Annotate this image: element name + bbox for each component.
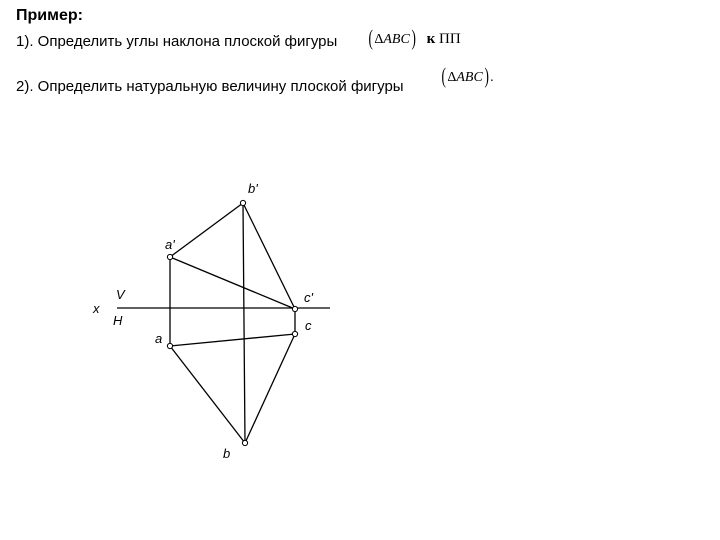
label-axis-x: x bbox=[93, 301, 100, 316]
label-plane-h: H bbox=[113, 313, 123, 328]
edge-a1-c1 bbox=[170, 257, 295, 309]
preposition-text: к bbox=[426, 31, 436, 47]
label-a-prime: a' bbox=[165, 237, 175, 252]
point-b bbox=[242, 440, 247, 445]
edge-c-b bbox=[245, 334, 295, 443]
label-c-prime: c' bbox=[304, 290, 313, 305]
edge-a1-b1 bbox=[170, 203, 243, 257]
point-c bbox=[292, 331, 297, 336]
abc-text: ABC bbox=[456, 70, 483, 85]
label-plane-v: V bbox=[116, 287, 125, 302]
point-a-prime bbox=[167, 254, 172, 259]
formula-triangle-abc-to-planes: (ΔABC) к ПП bbox=[368, 25, 461, 50]
label-a: a bbox=[155, 331, 163, 346]
label-b: b bbox=[223, 446, 231, 461]
point-c-prime bbox=[292, 306, 297, 311]
point-a bbox=[167, 343, 172, 348]
task-1-text: 1). Определить углы наклона плоской фигуры bbox=[16, 33, 338, 50]
abc-text: ABC bbox=[383, 32, 410, 47]
edge-a-c bbox=[170, 334, 295, 346]
edge-a-b bbox=[170, 346, 245, 443]
label-b-prime: b' bbox=[248, 181, 258, 196]
link-line-b bbox=[243, 203, 245, 443]
planes-text: ПП bbox=[439, 31, 461, 47]
delta-symbol: Δ bbox=[447, 70, 457, 85]
formula-triangle-abc: (ΔABC). bbox=[441, 63, 494, 88]
edge-b1-c1 bbox=[243, 203, 295, 309]
point-b-prime bbox=[240, 200, 245, 205]
slide-heading: Пример: bbox=[16, 7, 83, 24]
task-2-text: 2). Определить натуральную величину плоской фигуры bbox=[16, 78, 404, 95]
delta-symbol: Δ bbox=[374, 32, 384, 47]
label-c: c bbox=[305, 318, 312, 333]
trailing-dot: . bbox=[490, 70, 494, 85]
